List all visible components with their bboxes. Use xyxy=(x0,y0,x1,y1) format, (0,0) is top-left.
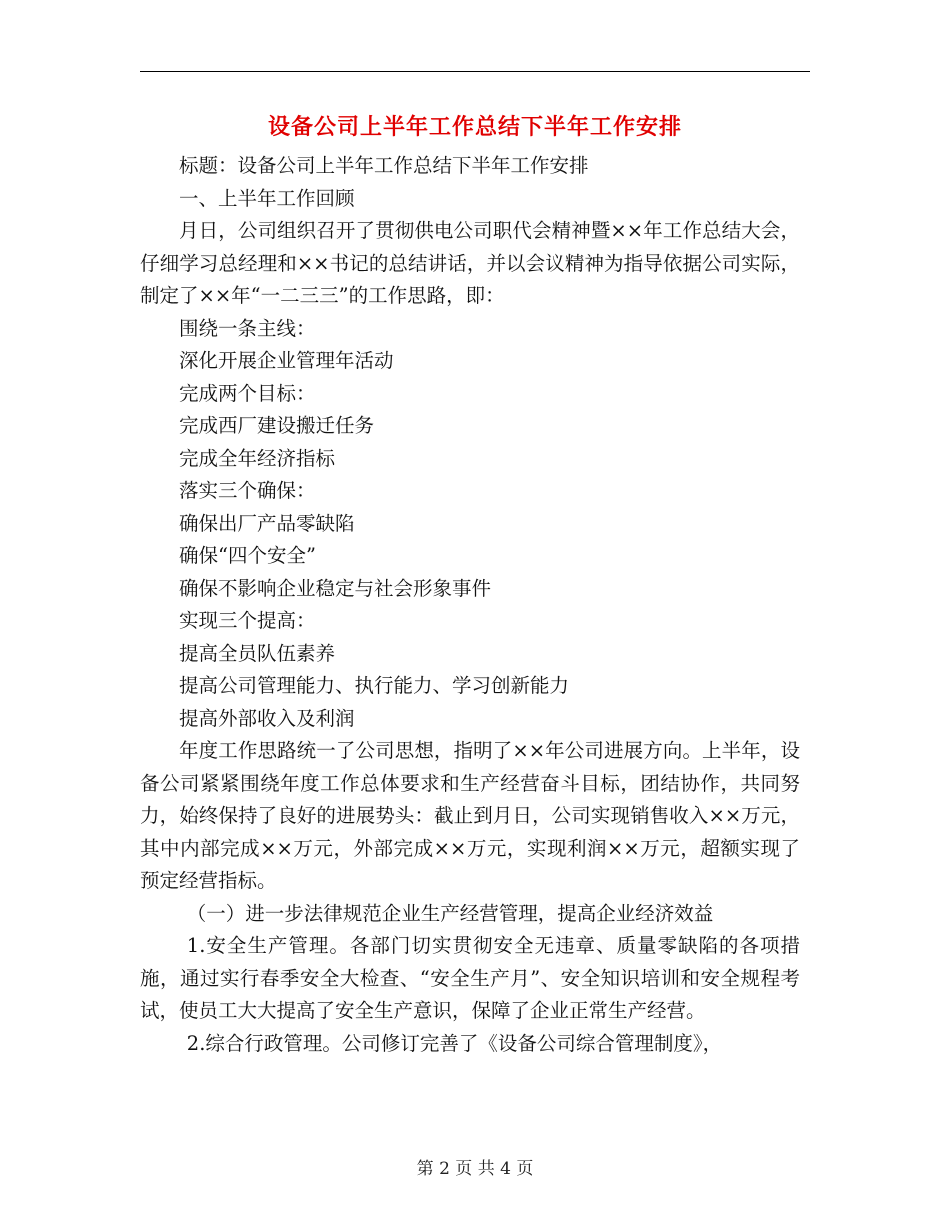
header-rule xyxy=(140,71,810,72)
document-title: 设备公司上半年工作总结下半年工作安排 xyxy=(267,114,682,140)
list-item: 完成西厂建设搬迁任务 xyxy=(179,414,375,437)
list-item: 确保不影响企业稳定与社会形象事件 xyxy=(179,576,492,600)
paragraph: 月日，公司组织召开了贯彻供电公司职代会精神暨××年工作总结大会，仔细学习总经理和××书记的总结讲话，并以会议精神为指导依据公司实际，制定了××年“一二三三”的工作思路，即： xyxy=(140,219,800,307)
paragraph-heading-label: 标题：设备公司上半年工作总结下半年工作安排 xyxy=(179,154,589,177)
paragraph: 年度工作思路统一了公司思想，指明了××年公司进展方向。上半年，设备公司紧紧围绕年度工作总体要求和生产经营奋斗目标，团结协作，共同努力，始终保持了良好的进展势头：截止到月日，公司实现销售收入××万元，其中内部完成××万元，外部完成××万元，实现利润××万元，超额实现了预定经营指标。 xyxy=(140,739,800,892)
subsection-heading: （一）进一步法律规范企业生产经营管理，提高企业经济效益 xyxy=(186,901,714,925)
paragraph: 1.安全生产管理。各部门切实贯彻安全无违章、质量零缺陷的各项措施，通过实行春季安全大检查、“安全生产月”、安全知识培训和安全规程考试，使员工大大提高了安全生产意识，保障了企业正常生产经营。 xyxy=(140,934,800,1022)
list-item: 提高公司管理能力、执行能力、学习创新能力 xyxy=(179,674,570,697)
document-body xyxy=(140,150,800,1060)
list-item: 完成两个目标： xyxy=(179,381,316,405)
list-item: 深化开展企业管理年活动 xyxy=(179,349,394,372)
list-item: 确保出厂产品零缺陷 xyxy=(179,511,355,535)
list-item: 确保“四个安全” xyxy=(179,544,316,567)
section-heading: 一、上半年工作回顾 xyxy=(179,186,355,210)
list-item: 实现三个提高： xyxy=(179,609,316,632)
list-item: 提高全员队伍素养 xyxy=(179,641,336,665)
list-item: 完成全年经济指标 xyxy=(179,446,336,470)
list-item: 围绕一条主线： xyxy=(179,316,316,340)
page-number: 第 2 页 共 4 页 xyxy=(416,1159,534,1179)
list-item: 提高外部收入及利润 xyxy=(179,706,355,730)
list-item: 落实三个确保： xyxy=(179,479,316,502)
paragraph: 2.综合行政管理。公司修订完善了《设备公司综合管理制度》， xyxy=(186,1031,723,1055)
